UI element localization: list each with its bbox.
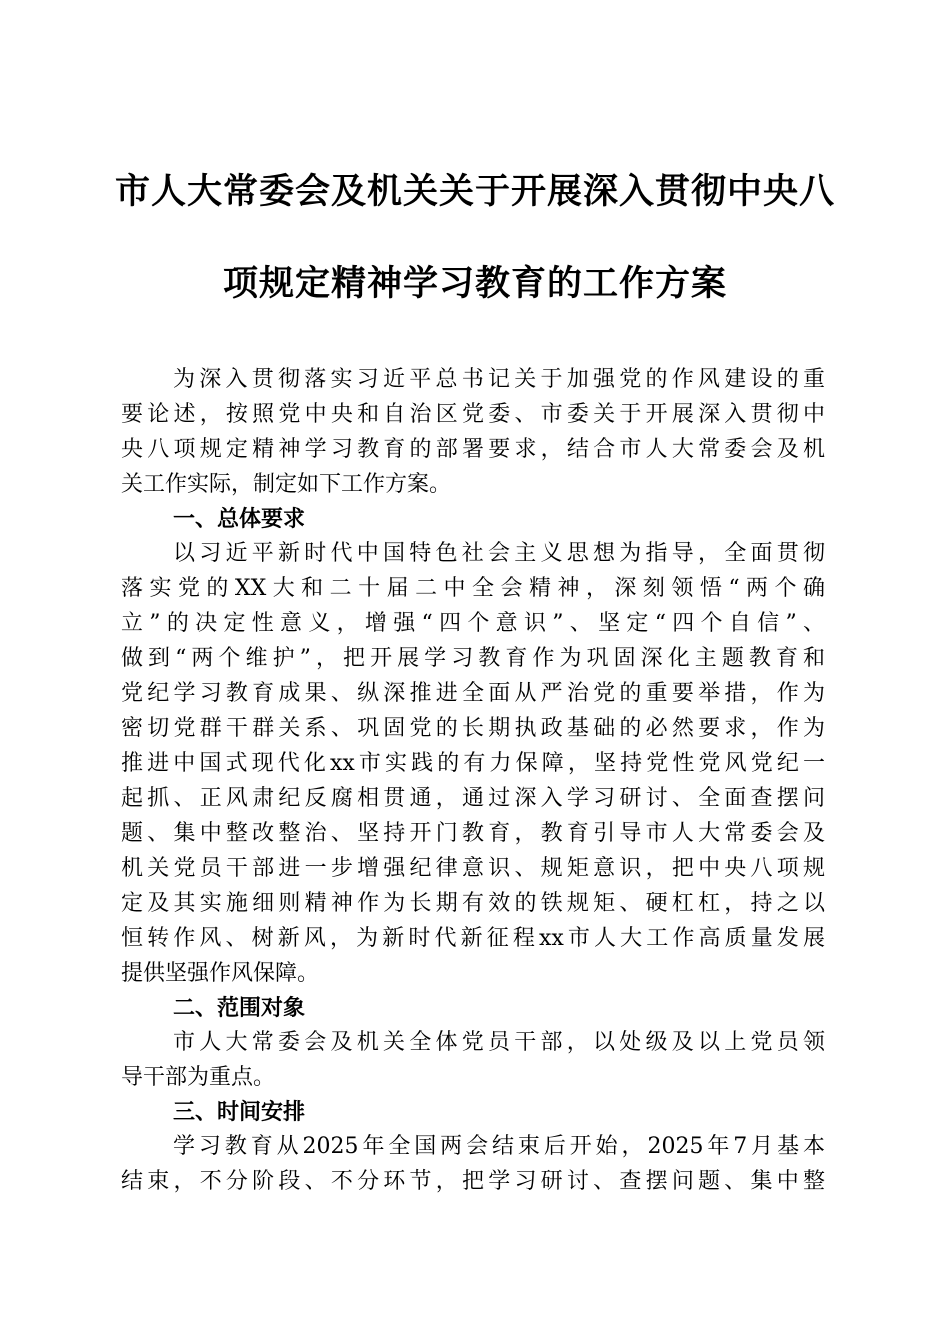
document-title-line-1: 市人大常委会及机关关于开展深入贯彻中央八	[114, 171, 835, 212]
paragraph-line: 立”的决定性意义，增强“四个意识”、坚定“四个自信”、	[121, 611, 825, 636]
paragraph-line: 学习教育从2025年全国两会结束后开始，2025年7月基本	[173, 1134, 825, 1159]
paragraph-line: 为深入贯彻落实习近平总书记关于加强党的作风建设的重	[173, 367, 825, 392]
paragraph-line: 恒转作风、树新风，为新时代新征程xx市人大工作高质量发展	[121, 926, 825, 951]
paragraph-line: 落实党的XX大和二十届二中全会精神，深刻领悟“两个确	[121, 576, 825, 601]
paragraph-line: 定及其实施细则精神作为长期有效的铁规矩、硬杠杠，持之以	[121, 891, 825, 916]
section-heading: 一、总体要求	[173, 507, 306, 532]
paragraph-line: 市人大常委会及机关全体党员干部，以处级及以上党员领	[173, 1030, 825, 1055]
document-title-line-2: 项规定精神学习教育的工作方案	[222, 263, 727, 304]
paragraph-line: 要论述，按照党中央和自治区党委、市委关于开展深入贯彻中	[121, 402, 825, 427]
paragraph-line: 做到“两个维护”，把开展学习教育作为巩固深化主题教育和	[121, 646, 825, 671]
paragraph-line: 结束，不分阶段、不分环节，把学习研讨、查摆问题、集中整	[121, 1169, 825, 1194]
paragraph-line: 推进中国式现代化xx市实践的有力保障，坚持党性党风党纪一	[121, 751, 825, 776]
paragraph-line: 导干部为重点。	[121, 1065, 276, 1090]
paragraph-line: 密切党群干群关系、巩固党的长期执政基础的必然要求，作为	[121, 716, 825, 741]
paragraph-line: 以习近平新时代中国特色社会主义思想为指导，全面贯彻	[173, 541, 825, 566]
paragraph-line: 关工作实际，制定如下工作方案。	[121, 472, 452, 497]
paragraph-line: 起抓、正风肃纪反腐相贯通，通过深入学习研讨、全面查摆问	[121, 786, 825, 811]
paragraph-line: 党纪学习教育成果、纵深推进全面从严治党的重要举措，作为	[121, 681, 825, 706]
paragraph-line: 央八项规定精神学习教育的部署要求，结合市人大常委会及机	[121, 437, 825, 462]
paragraph-line: 机关党员干部进一步增强纪律意识、规矩意识，把中央八项规	[121, 856, 825, 881]
paragraph-line: 题、集中整改整治、坚持开门教育，教育引导市人大常委会及	[121, 821, 825, 846]
section-heading: 二、范围对象	[173, 996, 306, 1021]
paragraph-line: 提供坚强作风保障。	[121, 961, 320, 986]
section-heading: 三、时间安排	[173, 1100, 306, 1125]
